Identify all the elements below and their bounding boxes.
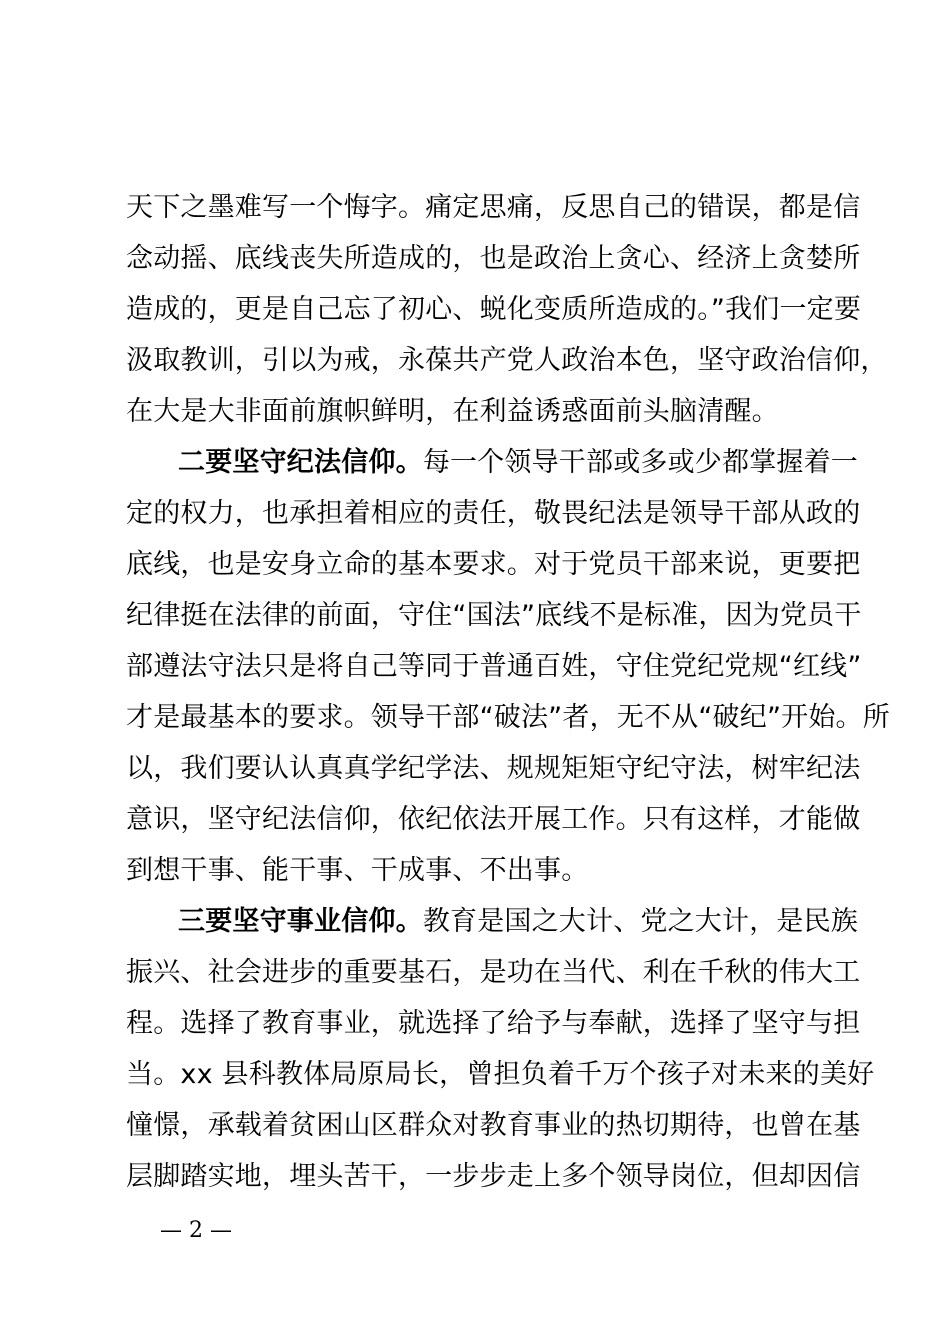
paragraph-text: 每一个领导干部或多或少都掌握着一 [422,447,859,478]
paragraph-1 [126,182,888,437]
text-line: 当。xx 县科教体局原局长，曾担负着千万个孩子对未来的美好 [126,1059,875,1090]
text-line: 定的权力，也承担着相应的责任，敬畏纪法是领导干部从政的 [126,498,861,529]
text-line: 部遵法守法只是将自己等同于普通百姓，守住党纪党规“红线” [126,651,862,682]
text-line: 程。选择了教育事业，就选择了给予与奉献，选择了坚守与担 [126,1008,861,1039]
text-line-first [126,896,859,947]
text-line: 层脚踏实地，埋头苦干，一步步走上多个领导岗位，但却因信 [126,1161,861,1192]
text-line: 纪律挺在法律的前面，守住“国法”底线不是标准，因为党员干 [126,600,862,631]
text-line: 天下之墨难写一个悔字。痛定思痛，反思自己的错误，都是信 [126,192,861,223]
text-line: 念动摇、底线丧失所造成的，也是政治上贪心、经济上贪婪所 [126,243,861,274]
text-line: 意识，坚守纪法信仰，依纪依法开展工作。只有这样，才能做 [126,804,861,835]
text-line: 憧憬，承载着贫困山区群众对教育事业的热切期待，也曾在基 [126,1110,861,1141]
text-line: 造成的，更是自己忘了初心、蜕化变质所造成的。”我们一定要 [126,294,862,325]
text-line: 到想干事、能干事、干成事、不出事。 [126,855,589,886]
text-line: 才是最基本的要求。领导干部“破法”者，无不从“破纪”开始。所 [126,702,890,733]
text-line: 在大是大非面前旗帜鲜明，在利益诱惑面前头脑清醒。 [126,396,779,427]
paragraph-2 [126,437,890,896]
page-number: — 2 — [160,1218,232,1243]
text-line-first [126,437,859,488]
text-line: 汲取教训，引以为戒，永葆共产党人政治本色，坚守政治信仰， [126,345,888,376]
paragraph-heading: 二要坚守纪法信仰。 [178,447,423,478]
text-line: 振兴、社会进步的重要基石，是功在当代、利在千秋的伟大工 [126,957,861,988]
document-body [126,182,890,1202]
text-line: 以，我们要认认真真学纪学法、规规矩矩守纪守法，树牢纪法 [126,753,861,784]
paragraph-3 [126,896,875,1202]
paragraph-text: 教育是国之大计、党之大计，是民族 [422,906,859,937]
text-line: 底线，也是安身立命的基本要求。对于党员干部来说，更要把 [126,549,861,580]
paragraph-heading: 三要坚守事业信仰。 [178,906,423,937]
